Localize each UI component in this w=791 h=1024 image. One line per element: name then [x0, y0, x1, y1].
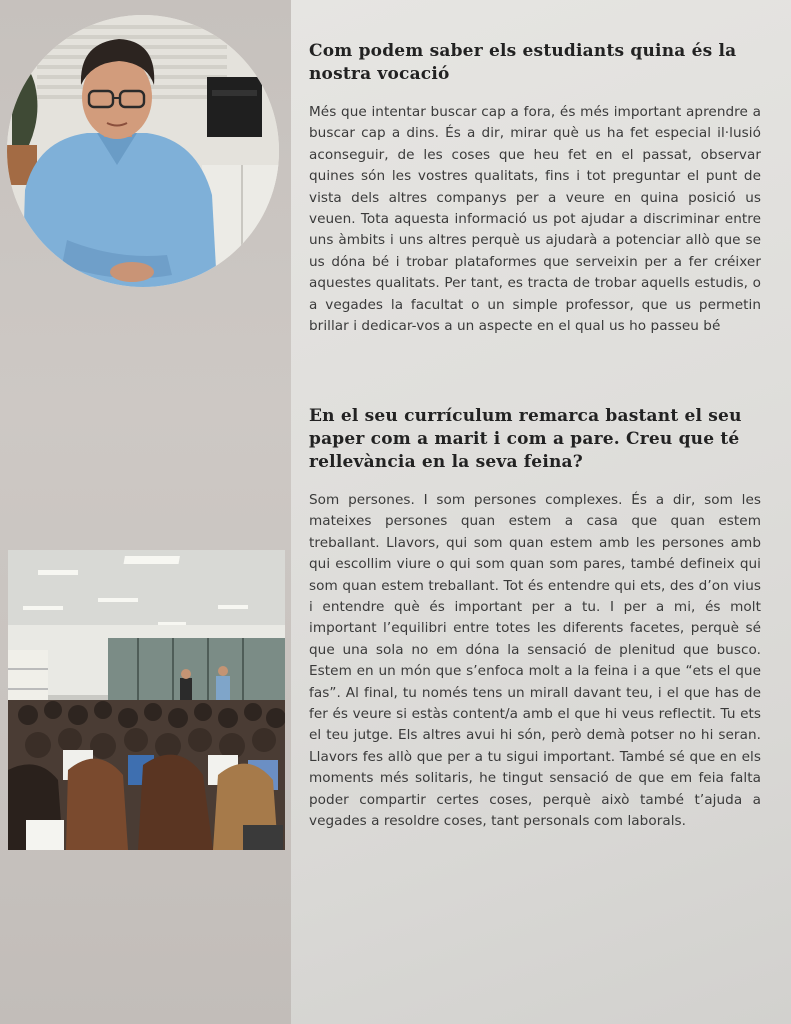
section-1-body: Més que intentar buscar cap a fora, és més important aprendre a buscar cap a dins. És a dir, mirar què us ha fet especial il·lusió aconseguir, de les coses que heu fet en el passat, observar quines són les vostres qualitats, fins i tot preguntar el punt de vista dels altres companys per a veure en quina posició us veuen. Tota aquesta informació us pot ajudar a discriminar entre uns àmbits i uns altres perquè us ajudarà a potenciar allò que se us dóna bé i trobar plataformes que serveixin per a fer créixer aquestes qualitats. Per tant, es tracta de trobar aquells estudis, o a vegades la facultat o un simple professor, que us permetin brillar i dedicar-vos a un aspecte en el qual us ho passeu bé: [309, 104, 761, 335]
section-2-body: Som persones. I som persones complexes. És a dir, som les mateixes persones quan estem a casa que quan estem treballant. Llavors, qui som quan estem amb les persones amb qui escollim viure o qui som quan som pares, també defineix qui som quan estem treballant. Tot és entendre qui ets, des d’on vius i entendre què és important per a tu. I per a mi, és molt important l’equilibri entre totes les diferents facetes, perquè sé que una sola no em dóna la sensació de plenitud que busco. Estem en un món que s’enfoca molt a la feina i a que “ets el que fas”. Al final, tu només tens un mirall davant teu, i el que has de fer és veure si estàs content/a amb el que hi veus reflectit. Tu ets el teu jutge. Els altres avui hi són, però demà potser no hi seran. Llavors fes allò que per a tu sigui important. També sé que en els moments més solitaris, he tingut sensació de que em feia falta poder compartir certes coses, perquè això també t’ajuda a vegades a resoldre coses, tant personals com laborals.: [309, 492, 761, 830]
classroom-illustration: [8, 550, 285, 850]
portrait-illustration: [7, 15, 279, 287]
portrait-photo: [7, 15, 279, 287]
classroom-photo: [8, 550, 285, 850]
section-2-heading: En el seu currículum remarca bastant el seu paper com a marit i com a pare. Creu que té rellevància en la seva feina?: [309, 406, 742, 472]
section-1-heading: Com podem saber els estudiants quina és la nostra vocació: [309, 41, 737, 84]
